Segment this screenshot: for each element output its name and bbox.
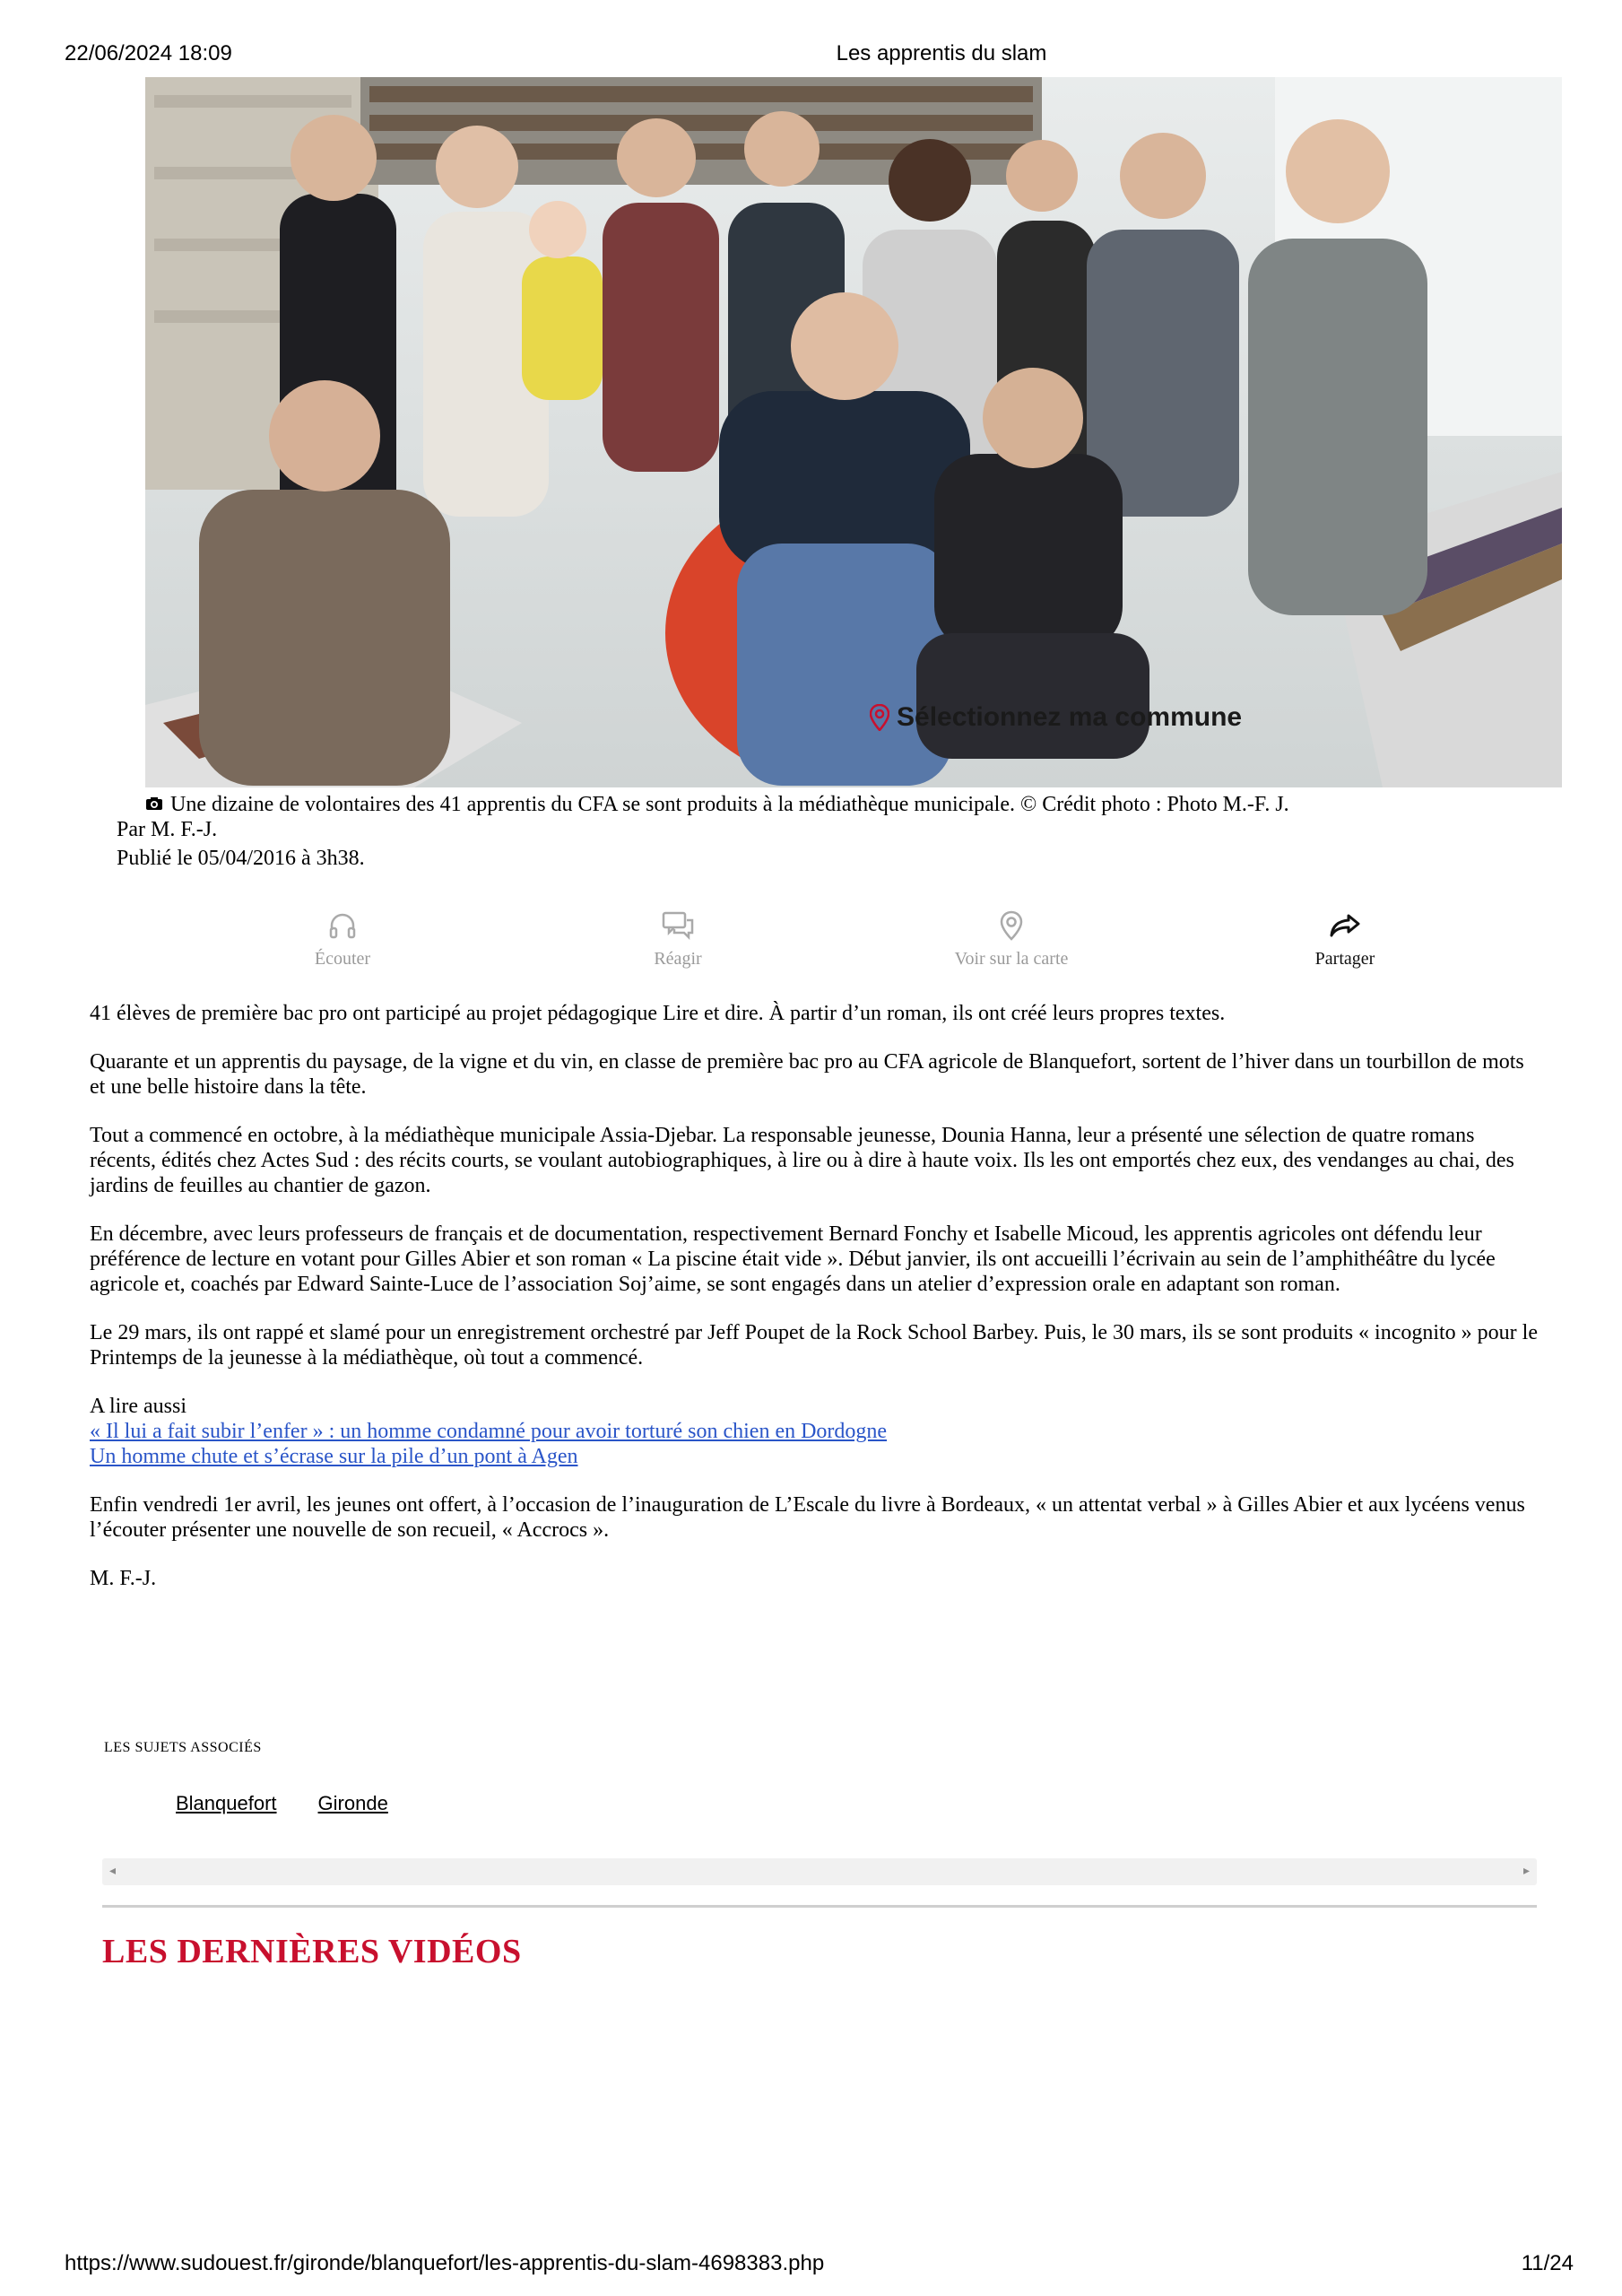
share-label: Partager xyxy=(1314,949,1375,969)
print-datetime: 22/06/2024 18:09 xyxy=(65,41,232,65)
headphones-icon xyxy=(244,908,441,944)
article-signature: M. F.-J. xyxy=(90,1567,157,1590)
print-header xyxy=(0,41,1622,68)
article-paragraph: Le 29 mars, ils ont rappé et slamé pour un enregistrement orchestré par Jeff Poupet de la Rock School Barbey. Puis, le 30 mars, ils se sont produits « incognito » pour le Printemps de la jeunesse à la médiathèque, où tout a commencé. xyxy=(90,1321,1538,1370)
scroll-right-arrow-icon[interactable]: ▸ xyxy=(1522,1865,1530,1878)
related-topics-list xyxy=(176,1792,388,1815)
article-action-bar xyxy=(0,908,1622,976)
photo-caption-text: Une dizaine de volontaires des 41 apprentis du CFA se sont produits à la médiathèque municipale. © Crédit photo : Photo M.-F. J. xyxy=(170,793,1289,816)
select-commune-overlay[interactable] xyxy=(870,698,1242,737)
react-label: Réagir xyxy=(654,949,702,969)
topic-tag-blanquefort[interactable]: Blanquefort xyxy=(176,1792,277,1814)
group-photo-illustration xyxy=(145,77,1562,787)
section-divider xyxy=(102,1905,1537,1908)
map-pin-icon xyxy=(913,908,1110,944)
print-page-title: Les apprentis du slam xyxy=(836,41,1047,65)
article-lead: 41 élèves de première bac pro ont participé au projet pédagogique Lire et dire. À partir d’un roman, ils ont créé leurs propres textes. xyxy=(90,1002,1226,1025)
comments-icon xyxy=(579,908,776,944)
horizontal-scrollbar[interactable] xyxy=(102,1858,1537,1885)
see-also-label: A lire aussi xyxy=(90,1395,186,1418)
print-url: https://www.sudouest.fr/gironde/blanquefort/les-apprentis-du-slam-4698383.php xyxy=(65,2251,825,2275)
select-commune-label: Sélectionnez ma commune xyxy=(897,702,1243,732)
topic-tag-gironde[interactable]: Gironde xyxy=(317,1792,388,1814)
latest-videos-heading: LES DERNIÈRES VIDÉOS xyxy=(102,1933,522,1970)
view-map-label: Voir sur la carte xyxy=(954,949,1069,969)
article-paragraph: Enfin vendredi 1er avril, les jeunes ont offert, à l’occasion de l’inauguration de L’Escale du livre à Bordeaux, « un attentat verbal » à Gilles Abier et aux lycéens venus l’écouter présenter une nouvelle de son recueil, « Accrocs ». xyxy=(90,1493,1525,1542)
related-topics-title: LES SUJETS ASSOCIÉS xyxy=(104,1740,262,1755)
listen-button[interactable] xyxy=(244,908,441,970)
published-date: Publié le 05/04/2016 à 3h38. xyxy=(117,847,365,870)
camera-icon xyxy=(145,793,163,817)
see-also-block xyxy=(90,1394,887,1469)
article-photo xyxy=(145,77,1562,787)
article-paragraph: En décembre, avec leurs professeurs de français et de documentation, respectivement Bernard Fonchy et Isabelle Micoud, les apprentis agricoles ont défendu leur préférence de lecture en votant pour Gilles Abier et son roman « La piscine était vide ». Début janvier, ils ont accueilli l’écrivain au sein de l’amphithéâtre du lycée agricole et, coachés par Edward Sainte-Luce de l’association Soj’aime, se sont engagés dans un atelier d’expression orale en adaptant son roman. xyxy=(90,1222,1496,1296)
article-paragraph: Quarante et un apprentis du paysage, de la vigne et du vin, en classe de première bac pro au CFA agricole de Blanquefort, sortent de l’hiver dans un tourbillon de mots et une belle histoire dans la tête. xyxy=(90,1050,1524,1099)
share-button[interactable] xyxy=(1246,908,1444,970)
scroll-left-arrow-icon[interactable]: ◂ xyxy=(109,1865,117,1878)
react-button[interactable] xyxy=(579,908,776,970)
view-map-button[interactable] xyxy=(913,908,1110,970)
print-footer xyxy=(0,2251,1622,2278)
see-also-link[interactable]: Un homme chute et s’écrase sur la pile d’un pont à Agen xyxy=(90,1445,578,1468)
article-paragraph: Tout a commencé en octobre, à la médiathèque municipale Assia-Djebar. La responsable jeunesse, Dounia Hanna, leur a présenté une sélection de quatre romans récents, édités chez Actes Sud : des récits courts, se voulant autobiographiques, à lire ou à dire à haute voix. Ils les ont emportés chez eux, des vendanges au chai, des jardins de feuilles au chantier de gazon. xyxy=(90,1124,1514,1197)
location-pin-icon xyxy=(870,704,889,731)
author-byline: Par M. F.-J. xyxy=(117,818,218,841)
share-arrow-icon xyxy=(1246,908,1444,944)
print-page-number: 11/24 xyxy=(1521,2251,1574,2275)
listen-label: Écouter xyxy=(314,949,371,969)
see-also-link[interactable]: « Il lui a fait subir l’enfer » : un homme condamné pour avoir torturé son chien en Dordogne xyxy=(90,1420,888,1443)
photo-caption xyxy=(145,793,1289,817)
